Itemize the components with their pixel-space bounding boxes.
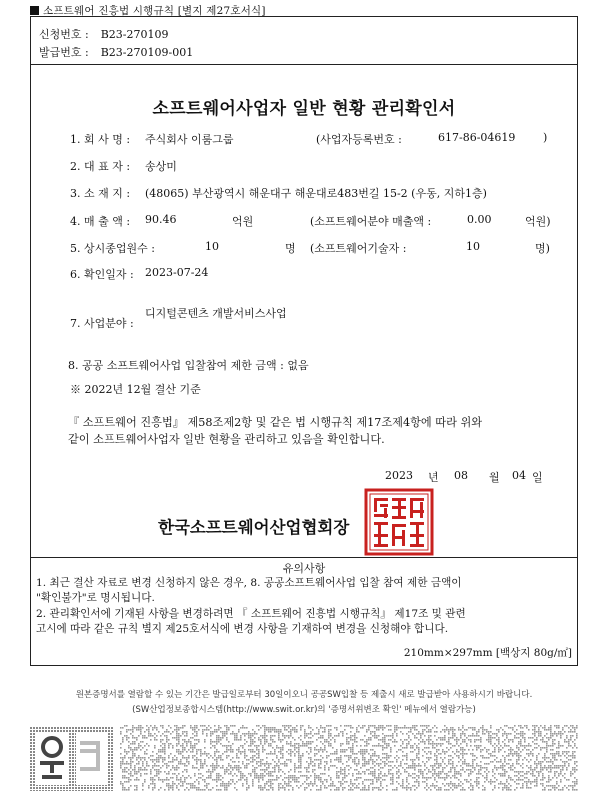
square-bullet-icon [30, 6, 39, 15]
bizno-close: ) [543, 131, 548, 144]
footer-line-2: (SW산업정보종합시스템(http://www.swit.or.kr)의 '증명서위변조 확인' 메뉴에서 열람가능) [132, 705, 476, 715]
basis-note: ※ 2022년 12월 결산 기준 [70, 383, 201, 396]
company-value: 주식회사 이룸그룹 [145, 133, 234, 146]
date-year-unit: 년 [428, 471, 439, 484]
tech-value: 10 [466, 240, 480, 253]
statement-line-2: 같이 소프트웨어사업자 일반 현황을 관리하고 있음을 확인합니다. [68, 433, 385, 446]
business-field-label: 7. 사업분야 : [70, 317, 134, 330]
ceo-label: 2. 대 표 자 : [70, 160, 131, 173]
note-line-1: 1. 최근 결산 자료로 변경 신청하지 않은 경우, 8. 공공소프트웨어사업 입찰 참여 제한 금액이 [36, 577, 462, 589]
original-mark-icon [30, 727, 114, 791]
notes-divider [30, 557, 578, 558]
business-field-value: 디지털콘텐츠 개발서비스사업 [145, 307, 287, 320]
application-number-label: 신청번호 : [39, 28, 89, 41]
application-number-value: B23-270109 [100, 28, 169, 41]
bizno-value: 617-86-04619 [438, 131, 516, 144]
sales-value: 90.46 [145, 213, 177, 226]
security-pattern-icon [120, 725, 578, 791]
employees-value: 10 [205, 240, 219, 253]
statement-line-1: 『 소프트웨어 진흥법』 제58조제2항 및 같은 법 시행규칙 제17조제4항에 따라 위와 [68, 416, 483, 429]
header-divider [30, 64, 578, 65]
employees-label: 5. 상시종업원수 : [70, 242, 155, 255]
bizno-label: (사업자등록번호 : [316, 133, 402, 146]
issue-number [39, 44, 193, 60]
date-month-unit: 월 [489, 471, 500, 484]
note-line-4: 고시에 따라 같은 규칙 별지 제25호서식에 변경 사항을 기재하여 변경을 신청해야 합니다. [36, 623, 449, 635]
form-reference-text: 소프트웨어 진흥법 시행규칙 [별지 제27호서식] [43, 5, 266, 17]
date-month: 08 [454, 469, 468, 482]
employees-unit: 명 [285, 242, 296, 255]
bid-limit: 8. 공공 소프트웨어사업 입찰참여 제한 금액 : 없음 [68, 359, 309, 372]
confirm-date-label: 6. 확인일자 : [70, 268, 134, 281]
issue-number-value: B23-270109-001 [100, 46, 194, 59]
tech-unit: 명) [535, 242, 550, 255]
paper-spec: 210mm×297mm [백상지 80g/㎡] [403, 647, 572, 659]
address-value: (48065) 부산광역시 해운대구 해운대로483번길 15-2 (우동, 지하1층) [145, 187, 487, 200]
confirm-date-value: 2023-07-24 [145, 266, 209, 279]
date-day-unit: 일 [532, 471, 543, 484]
official-seal-icon [364, 488, 434, 556]
date-day: 04 [512, 469, 526, 482]
sales-label: 4. 매 출 액 : [70, 215, 131, 228]
notes-title: 유의사항 [282, 562, 326, 575]
note-line-2: "확인불가"로 명시됩니다. [36, 592, 155, 604]
document-title: 소프트웨어사업자 일반 현황 관리확인서 [152, 99, 456, 119]
note-line-3: 2. 관리확인서에 기재된 사항을 변경하려면 『 소프트웨어 진흥법 시행규칙』 제17조 및 관련 [36, 608, 466, 620]
ceo-value: 송상미 [145, 160, 177, 173]
sw-sales-label: (소프트웨어분야 매출액 : [310, 215, 432, 228]
sales-unit: 억원 [232, 215, 254, 228]
footer-line-1: 원본증명서를 열람할 수 있는 기간은 발급일로부터 30일이오니 공공SW입찰 등 제출시 새로 발급받아 사용하시기 바랍니다. [75, 690, 533, 700]
company-label: 1. 회 사 명 : [70, 133, 131, 146]
sw-sales-unit: 억원) [525, 215, 551, 228]
issue-number-label: 발급번호 : [39, 46, 89, 59]
issuer-name: 한국소프트웨어산업협회장 [158, 518, 350, 537]
tech-label: (소프트웨어기술자 : [310, 242, 407, 255]
verification-stamp [30, 725, 578, 791]
address-label: 3. 소 재 지 : [70, 187, 131, 200]
date-year: 2023 [385, 469, 413, 482]
application-number [39, 26, 169, 42]
sw-sales-value: 0.00 [467, 213, 492, 226]
